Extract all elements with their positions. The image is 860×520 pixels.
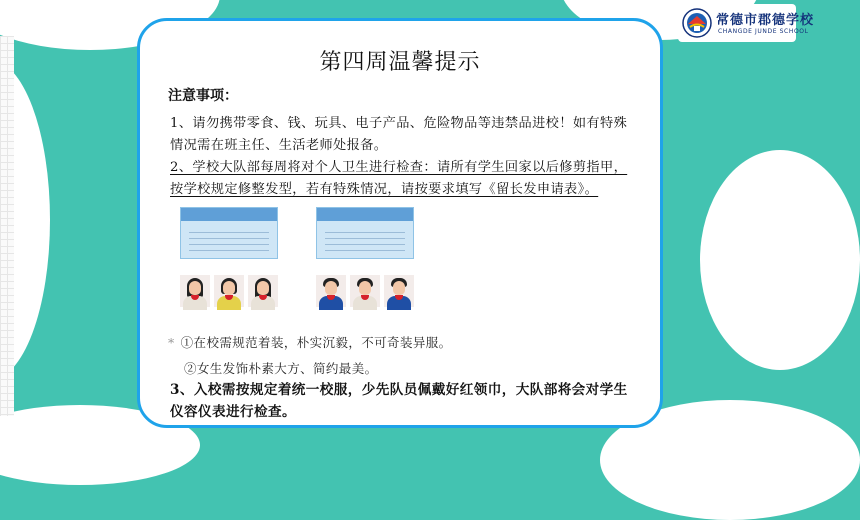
poster-text-line — [189, 238, 269, 239]
school-logo — [678, 4, 815, 42]
girl-photo — [214, 275, 244, 307]
poster-header-band — [181, 208, 277, 221]
notice-heading: 注意事项： — [168, 88, 238, 104]
poster-text-line — [189, 232, 269, 233]
poster-text-line — [189, 250, 269, 251]
girl-photo — [180, 275, 210, 307]
boy-photo — [316, 275, 346, 307]
boy-hairstyle-poster — [316, 207, 414, 259]
notice-sub-1 — [168, 333, 452, 351]
slide-card — [137, 18, 663, 428]
notice-item-2: 2、学校大队部每周将对个人卫生进行检查：请所有学生回家以后修剪指甲，按学校规定修整发型，若有特殊情况，请按要求填写《留长发申请表》。 — [170, 160, 628, 197]
school-emblem-icon — [682, 8, 712, 38]
bg-blob-right — [700, 150, 860, 370]
poster-text-line — [189, 244, 269, 245]
grid-paper-strip — [0, 36, 14, 416]
notice-sub-1-text: ①在校需规范着装，朴实沉毅，不可奇装异服。 — [180, 335, 452, 350]
notice-sub-2: ②女生发饰朴素大方、简约最美。 — [184, 361, 378, 376]
face — [189, 281, 201, 295]
notice-item-1: 1、请勿携带零食、钱、玩具、电子产品、危险物品等违禁品进校！如有特殊情况需在班主任、生活老师处报备。 — [170, 116, 628, 153]
school-name-en: CHANGDE JUNDE SCHOOL — [718, 28, 809, 35]
poster-header-band — [317, 208, 413, 221]
face — [325, 281, 337, 295]
face — [393, 281, 405, 295]
notice-item-3: 3、入校需按规定着统一校服，少先队员佩戴好红领巾，大队部将会对学生仪容仪表进行检查。 — [170, 382, 628, 420]
face — [359, 281, 371, 295]
bullet-mark: * — [168, 335, 175, 350]
face — [223, 281, 235, 295]
poster-text-line — [325, 238, 405, 239]
poster-text-line — [325, 232, 405, 233]
boy-photo — [384, 275, 414, 307]
boy-photo — [350, 275, 380, 307]
poster-text-line — [325, 250, 405, 251]
girl-hairstyle-poster — [180, 207, 278, 259]
school-name-cn: 常德市郡德学校 — [716, 13, 815, 28]
face — [257, 281, 269, 295]
girl-photo — [248, 275, 278, 307]
slide-title: 第四周温馨提示 — [319, 50, 481, 75]
poster-text-line — [325, 244, 405, 245]
